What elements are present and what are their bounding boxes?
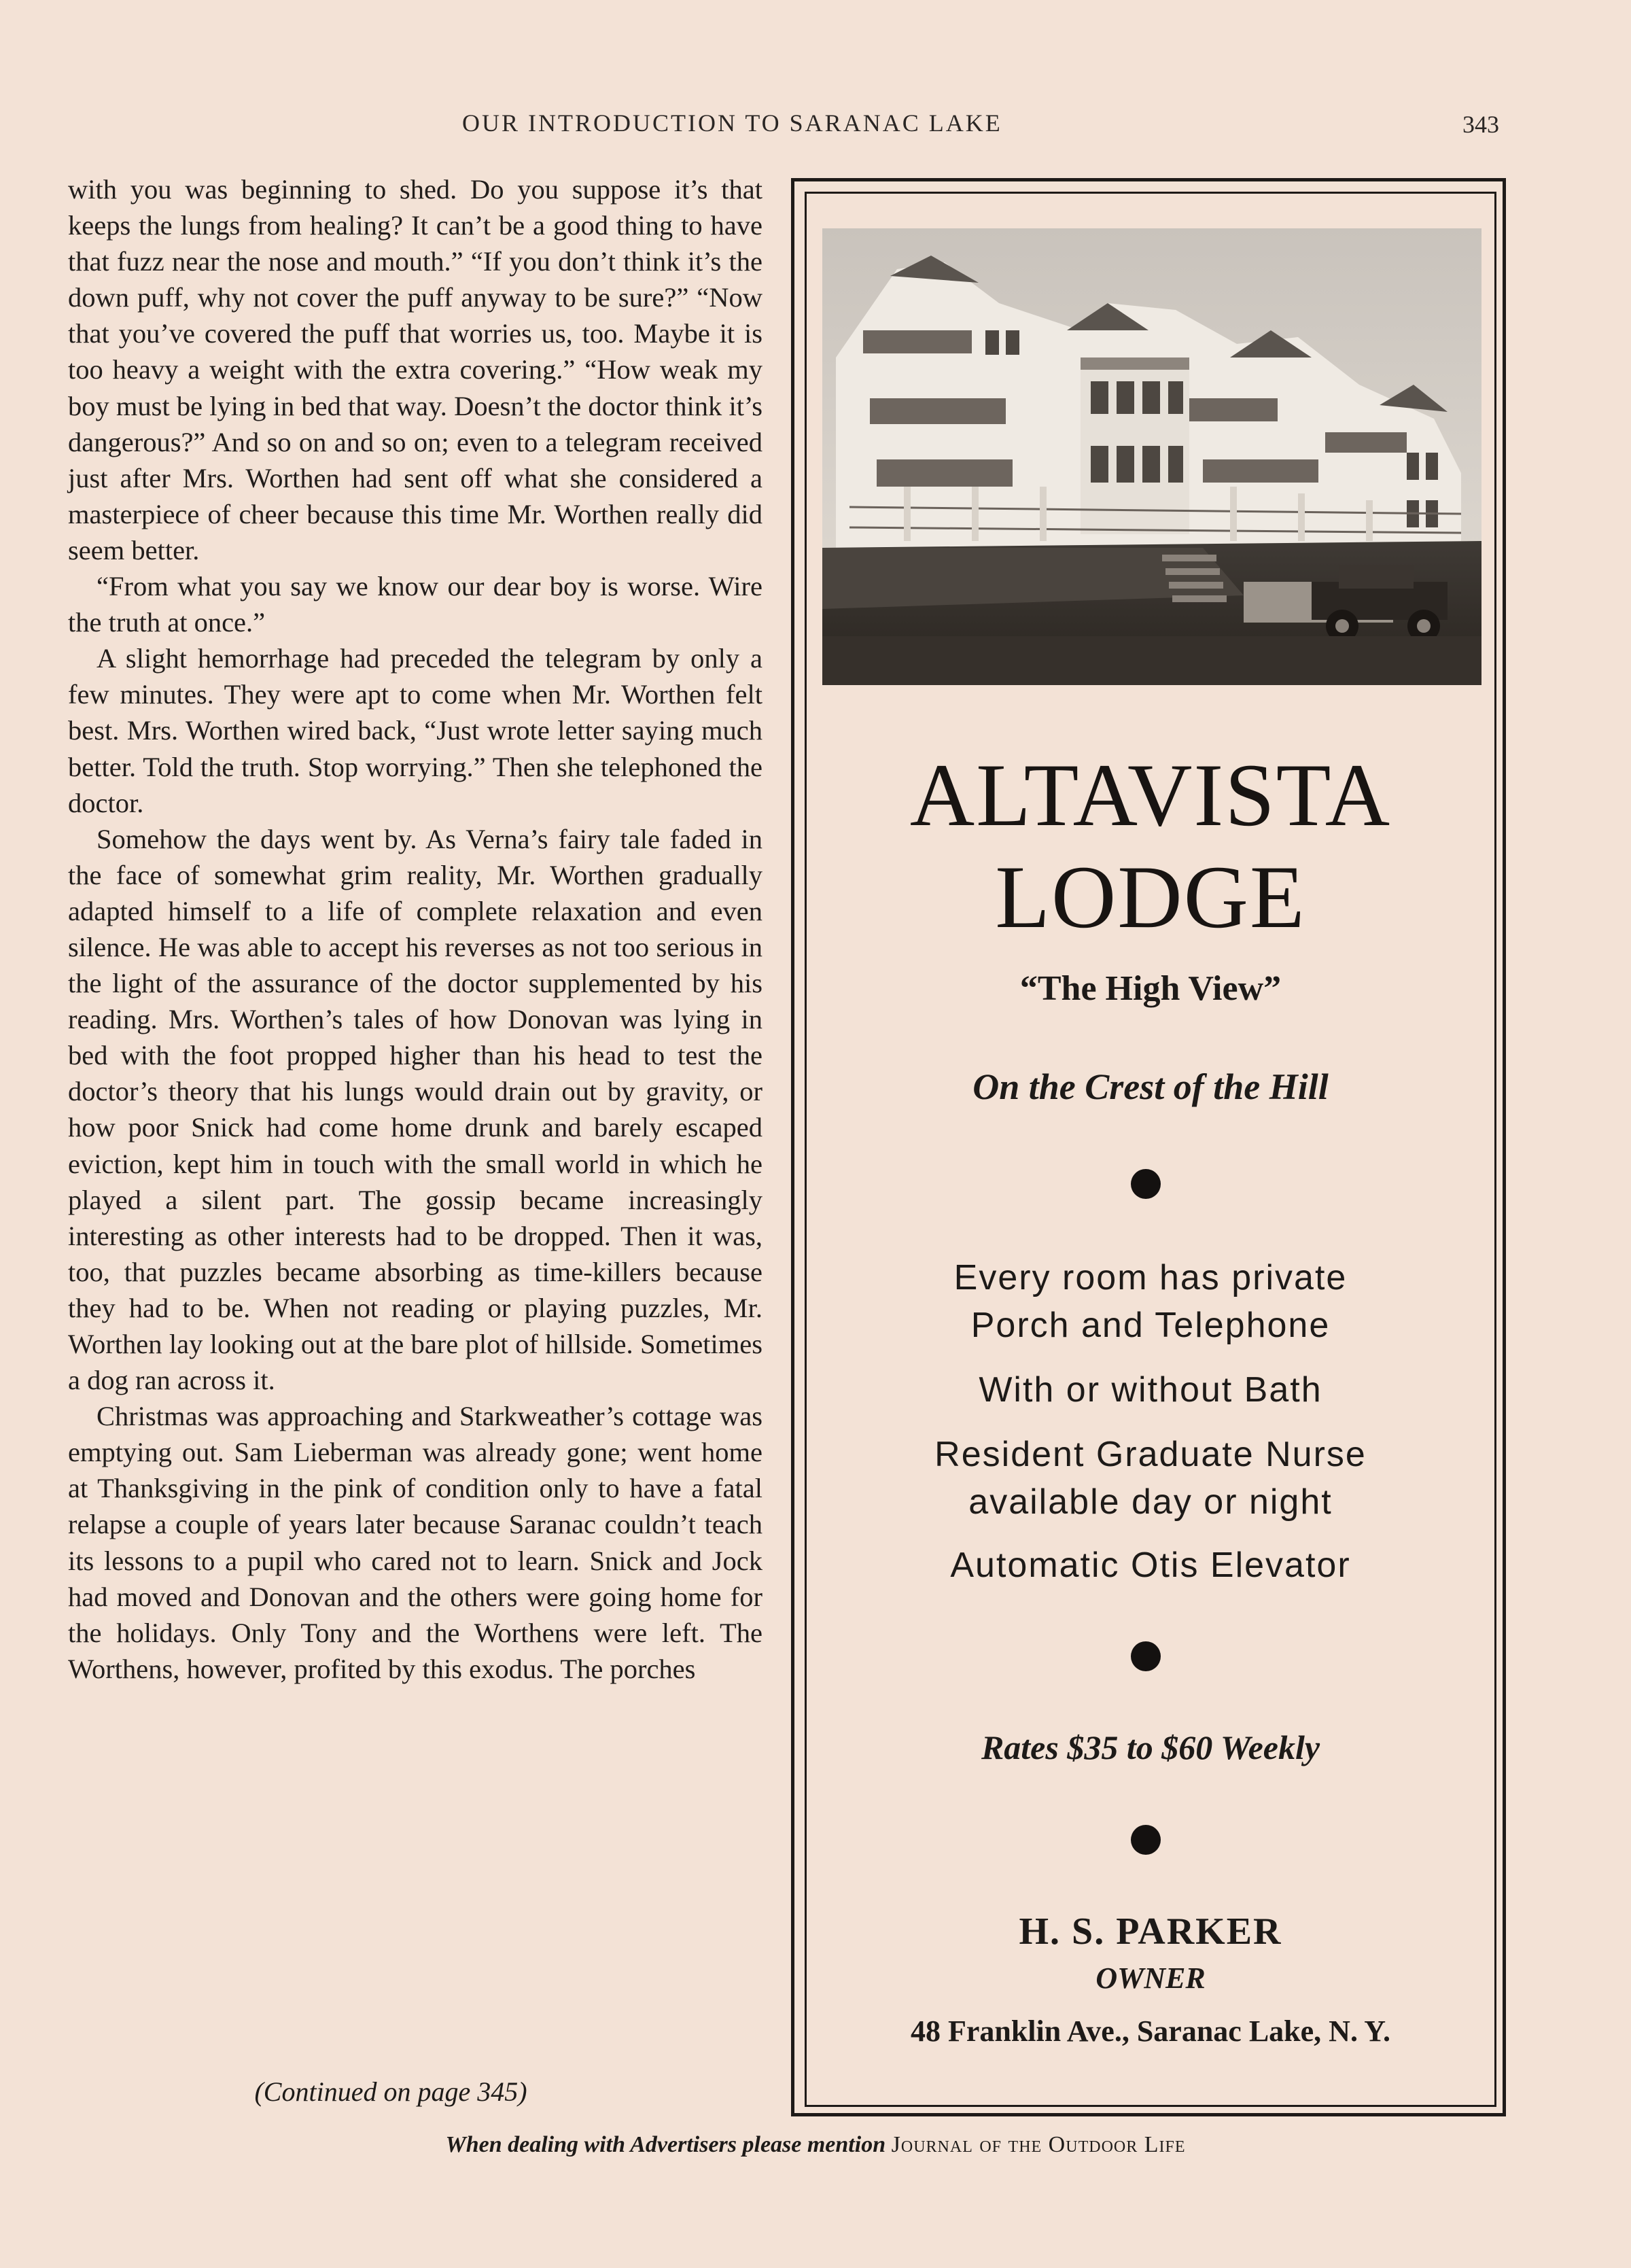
ad-feature-line: Every room has private	[953, 1258, 1348, 1297]
ad-owner-title: OWNER	[1095, 1961, 1206, 1995]
ad-name-line1: ALTAVISTA	[909, 745, 1392, 845]
article-column	[68, 171, 762, 1687]
ad-feature-line: available day or night	[968, 1482, 1333, 1522]
ad-feature-line: Automatic Otis Elevator	[950, 1546, 1351, 1585]
continued-note: (Continued on page 345)	[254, 2076, 527, 2107]
footer-line	[0, 2132, 1631, 2158]
bullet-icon	[1131, 1641, 1161, 1671]
ad-rates: Rates $35 to $60 Weekly	[981, 1728, 1320, 1766]
bullet-icon	[1131, 1825, 1161, 1855]
bullet-icon	[1131, 1169, 1161, 1199]
footer-lead: When dealing with Advertisers please mention	[445, 2132, 886, 2157]
ad-feature-line: Porch and Telephone	[970, 1306, 1331, 1345]
page-number: 343	[1462, 111, 1499, 138]
article-paragraph: A slight hemorrhage had preceded the telegram by only a few minutes. They were apt to come when Mr. Worthen felt best. Mrs. Worthen wired back, “Just wrote letter saying much better. Told the truth. Stop worrying.” Then she telephoned the doctor.	[68, 643, 762, 818]
ad-name-line2: LODGE	[995, 847, 1306, 947]
footer-journal: Journal of the Outdoor Life	[891, 2132, 1186, 2157]
ad-feature-line: Resident Graduate Nurse	[934, 1435, 1367, 1474]
article-paragraph: “From what you say we know our dear boy is worse. Wire the truth at once.”	[68, 571, 762, 638]
lodge-photo	[822, 228, 1481, 685]
ad-address: 48 Franklin Ave., Saranac Lake, N. Y.	[910, 2014, 1391, 2048]
article-paragraph: Somehow the days went by. As Verna’s fairy tale faded in the face of somewhat grim reality, Mr. Worthen gradually adapted himself to a life of complete relaxation and even silence. He was able to accept his reverses as not too serious in the light of the assurance of the doctor supplemented by his reading. Mrs. Worthen’s tales of how Donovan was lying in bed with the foot propped higher than his head to test the doctor’s theory that his lungs would drain out by gravity, or how poor Snick had come home drunk and barely escaped eviction, kept him in touch with the small world in which he played a silent part. The gossip became increasingly interesting as other interests had to be dropped. Then it was, too, that puzzles became absorbing as time-killers because they had to be. When not reading or playing puzzles, Mr. Worthen lay looking out at the bare plot of hillside. Sometimes a dog ran across it.	[68, 823, 762, 1396]
ad-owner-name: H. S. PARKER	[1019, 1911, 1282, 1953]
ad-tagline: “The High View”	[1019, 969, 1282, 1008]
ad-location: On the Crest of the Hill	[972, 1066, 1329, 1107]
article-paragraph: Christmas was approaching and Starkweather’s cottage was emptying out. Sam Lieberman was already gone; went home at Thanksgiving in the pink of condition only to have a fatal relapse a couple of years later because Saranac couldn’t teach its lessons to a pupil who cared not to learn. Snick and Jock had moved and Donovan and the others were going home for the holidays. Only Tony and the Worthens were left. The Worthens, however, profited by this exodus. The porches	[68, 1401, 762, 1684]
running-head-title: OUR INTRODUCTION TO SARANAC LAKE	[462, 109, 1002, 137]
ad-feature-line: With or without Bath	[979, 1370, 1322, 1410]
article-paragraph: with you was beginning to shed. Do you suppose it’s that keeps the lungs from healing? It can’t be a good thing to have that fuzz near the nose and mouth.” “If you don’t think it’s the down puff, why not cover the puff anyway to be sure?” “Now that you’ve covered the puff that worries us, too. Maybe it is too heavy a weight with the extra covering.” “How weak my boy must be lying in bed that way. Doesn’t the doctor think it’s dangerous?” And so on and so on; even to a telegram received just after Mrs. Worthen had sent off what she considered a masterpiece of cheer because this time Mr. Worthen really did seem better.	[68, 174, 762, 565]
